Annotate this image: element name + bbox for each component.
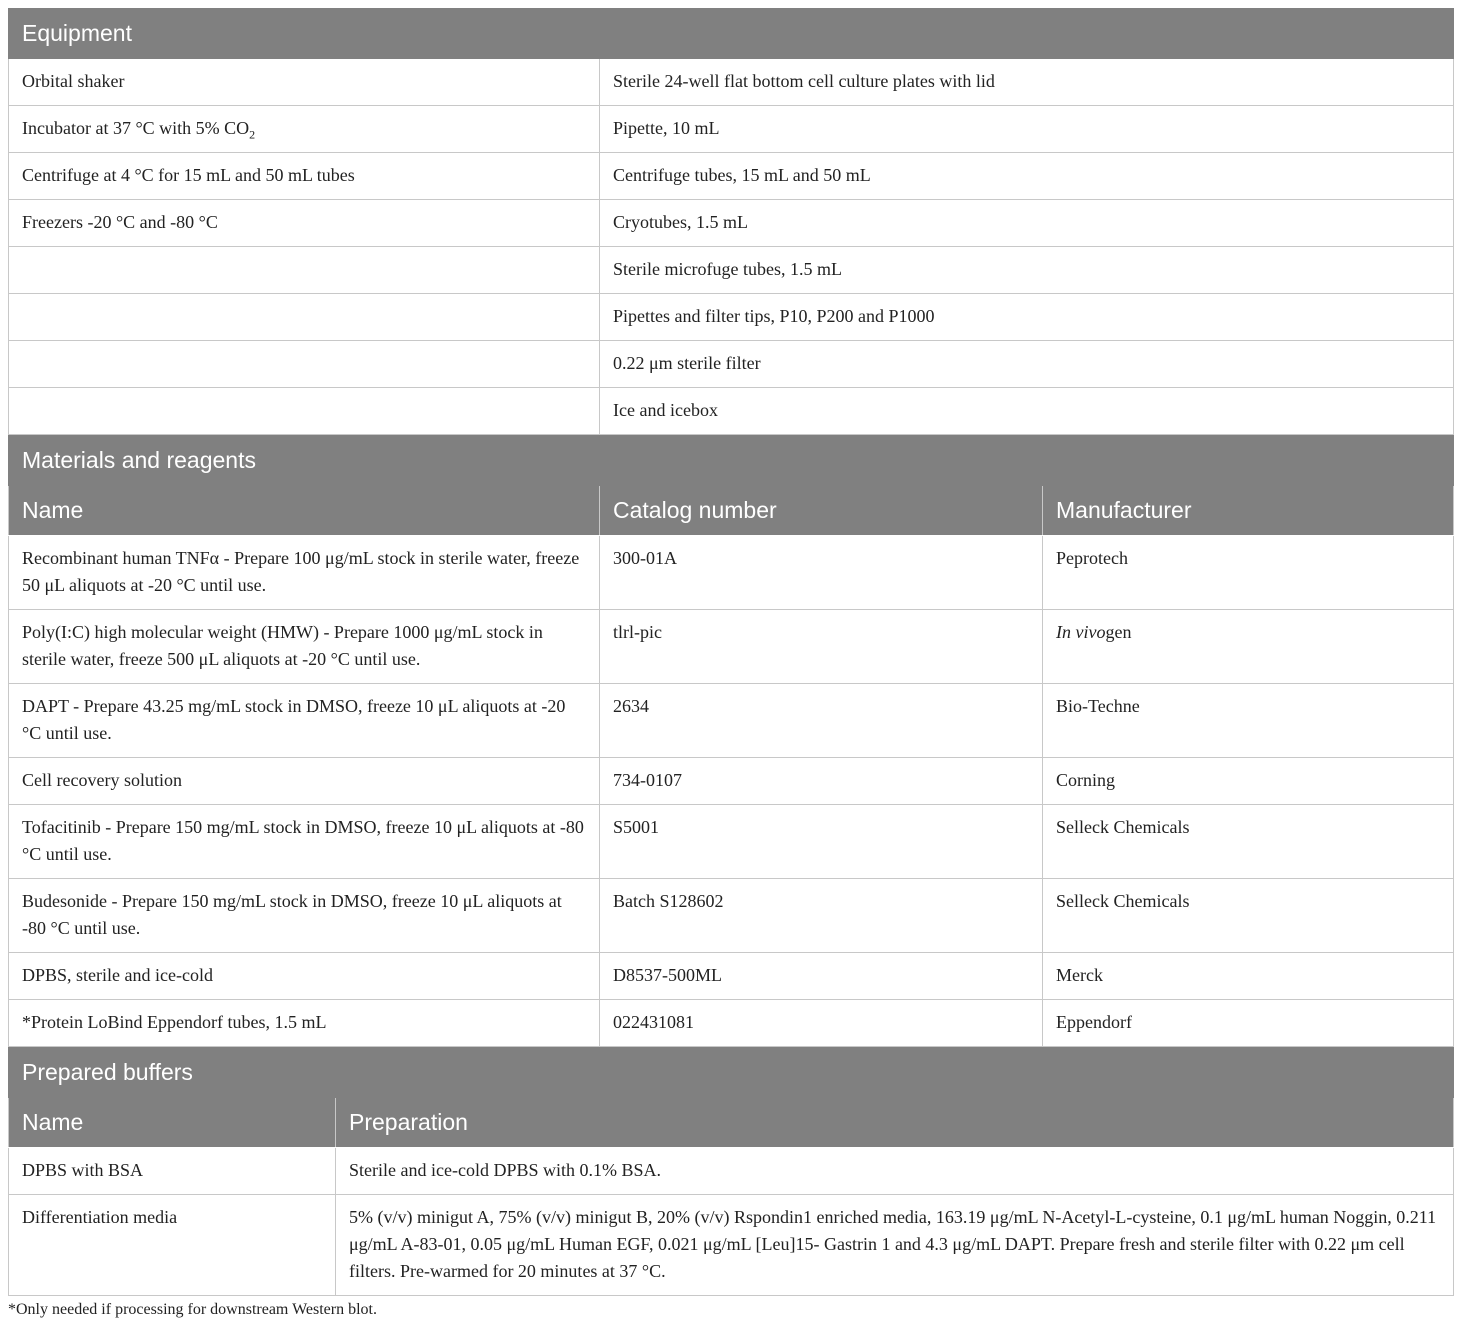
- catalog-number: 022431081: [600, 1000, 1043, 1047]
- reagent-name: Poly(I:C) high molecular weight (HMW) - Prepare 1000 μg/mL stock in sterile water, freeze 500 μL aliquots at -20 °C until use.: [9, 610, 600, 684]
- table-row: [9, 341, 1454, 388]
- column-header-name: Name: [9, 1098, 336, 1148]
- column-header-row: [9, 1098, 1454, 1148]
- manufacturer-rest: gen: [1105, 622, 1132, 642]
- table-row: [9, 536, 1454, 610]
- buffer-preparation: 5% (v/v) minigut A, 75% (v/v) minigut B, 20% (v/v) Rspondin1 enriched media, 163.19 μg/mL N-Acetyl-L-cysteine, 0.1 μg/mL human Noggin, 0.211 μg/mL A-83-01, 0.05 μg/mL Human EGF, 0.021 μg/mL [Leu]15- Gastrin 1 and 4.3 μg/mL DAPT. Prepare fresh and sterile filter with 0.22 μm cell filters. Pre-warmed for 20 minutes at 37 °C.: [336, 1195, 1454, 1296]
- buffer-preparation: Sterile and ice-cold DPBS with 0.1% BSA.: [336, 1148, 1454, 1195]
- catalog-number: D8537-500ML: [600, 953, 1043, 1000]
- column-header-preparation: Preparation: [336, 1098, 1454, 1148]
- table-row: [9, 684, 1454, 758]
- table-row: [9, 106, 1454, 153]
- equipment-table: [8, 8, 1454, 435]
- table-row: [9, 1195, 1454, 1296]
- equipment-cell: Pipette, 10 mL: [600, 106, 1454, 153]
- equipment-cell: Sterile microfuge tubes, 1.5 mL: [600, 247, 1454, 294]
- equipment-cell: Orbital shaker: [9, 59, 600, 106]
- table-row: [9, 1000, 1454, 1047]
- table-row: [9, 294, 1454, 341]
- column-header-catalog: Catalog number: [600, 486, 1043, 536]
- manufacturer: Selleck Chemicals: [1043, 805, 1454, 879]
- column-header-manufacturer: Manufacturer: [1043, 486, 1454, 536]
- table-row: [9, 153, 1454, 200]
- buffers-table: [8, 1047, 1454, 1296]
- equipment-cell: Centrifuge at 4 °C for 15 mL and 50 mL tubes: [9, 153, 600, 200]
- catalog-number: tlrl-pic: [600, 610, 1043, 684]
- catalog-number: Batch S128602: [600, 879, 1043, 953]
- reagent-name: Cell recovery solution: [9, 758, 600, 805]
- equipment-cell: Cryotubes, 1.5 mL: [600, 200, 1454, 247]
- catalog-number: S5001: [600, 805, 1043, 879]
- buffer-name: Differentiation media: [9, 1195, 336, 1296]
- materials-table: [8, 435, 1454, 1047]
- manufacturer: Corning: [1043, 758, 1454, 805]
- equipment-cell: [9, 341, 600, 388]
- manufacturer: Selleck Chemicals: [1043, 879, 1454, 953]
- manufacturer: [1043, 610, 1454, 684]
- equipment-cell: Sterile 24-well flat bottom cell culture plates with lid: [600, 59, 1454, 106]
- table-row: [9, 953, 1454, 1000]
- manufacturer: Merck: [1043, 953, 1454, 1000]
- equipment-cell: Ice and icebox: [600, 388, 1454, 435]
- equipment-cell: 0.22 μm sterile filter: [600, 341, 1454, 388]
- equipment-cell: [9, 106, 600, 153]
- manufacturer: Bio-Techne: [1043, 684, 1454, 758]
- buffers-heading: Prepared buffers: [9, 1048, 1454, 1098]
- reagent-name: DAPT - Prepare 43.25 mg/mL stock in DMSO, freeze 10 μL aliquots at -20 °C until use.: [9, 684, 600, 758]
- equipment-heading: Equipment: [9, 9, 1454, 59]
- buffer-name: DPBS with BSA: [9, 1148, 336, 1195]
- reagent-name: DPBS, sterile and ice-cold: [9, 953, 600, 1000]
- equipment-cell: [9, 247, 600, 294]
- table-row: [9, 879, 1454, 953]
- table-row: [9, 59, 1454, 106]
- equipment-cell: Pipettes and filter tips, P10, P200 and P1000: [600, 294, 1454, 341]
- table-row: [9, 610, 1454, 684]
- reagent-name: Budesonide - Prepare 150 mg/mL stock in DMSO, freeze 10 μL aliquots at -80 °C until use.: [9, 879, 600, 953]
- manufacturer: Eppendorf: [1043, 1000, 1454, 1047]
- reagent-name: *Protein LoBind Eppendorf tubes, 1.5 mL: [9, 1000, 600, 1047]
- table-row: [9, 388, 1454, 435]
- equipment-cell: [9, 388, 600, 435]
- co2-subscript: 2: [249, 127, 256, 142]
- reagent-name: Tofacitinib - Prepare 150 mg/mL stock in DMSO, freeze 10 μL aliquots at -80 °C until use.: [9, 805, 600, 879]
- table-row: [9, 1148, 1454, 1195]
- reagent-name: Recombinant human TNFα - Prepare 100 μg/mL stock in sterile water, freeze 50 μL aliquots at -20 °C until use.: [9, 536, 600, 610]
- catalog-number: 300-01A: [600, 536, 1043, 610]
- incubator-text: Incubator at 37 °C with 5% CO: [22, 118, 250, 138]
- column-header-name: Name: [9, 486, 600, 536]
- table-row: [9, 247, 1454, 294]
- manufacturer-italic: In vivo: [1056, 622, 1106, 642]
- equipment-cell: Centrifuge tubes, 15 mL and 50 mL: [600, 153, 1454, 200]
- catalog-number: 734-0107: [600, 758, 1043, 805]
- column-header-row: [9, 486, 1454, 536]
- equipment-cell: Freezers -20 °C and -80 °C: [9, 200, 600, 247]
- table-row: [9, 758, 1454, 805]
- equipment-cell: [9, 294, 600, 341]
- catalog-number: 2634: [600, 684, 1043, 758]
- reagents-document: [8, 8, 1453, 1296]
- table-row: [9, 805, 1454, 879]
- materials-heading: Materials and reagents: [9, 436, 1454, 486]
- table-row: [9, 200, 1454, 247]
- manufacturer: Peprotech: [1043, 536, 1454, 610]
- footnote: *Only needed if processing for downstream Western blot.: [8, 1301, 377, 1318]
